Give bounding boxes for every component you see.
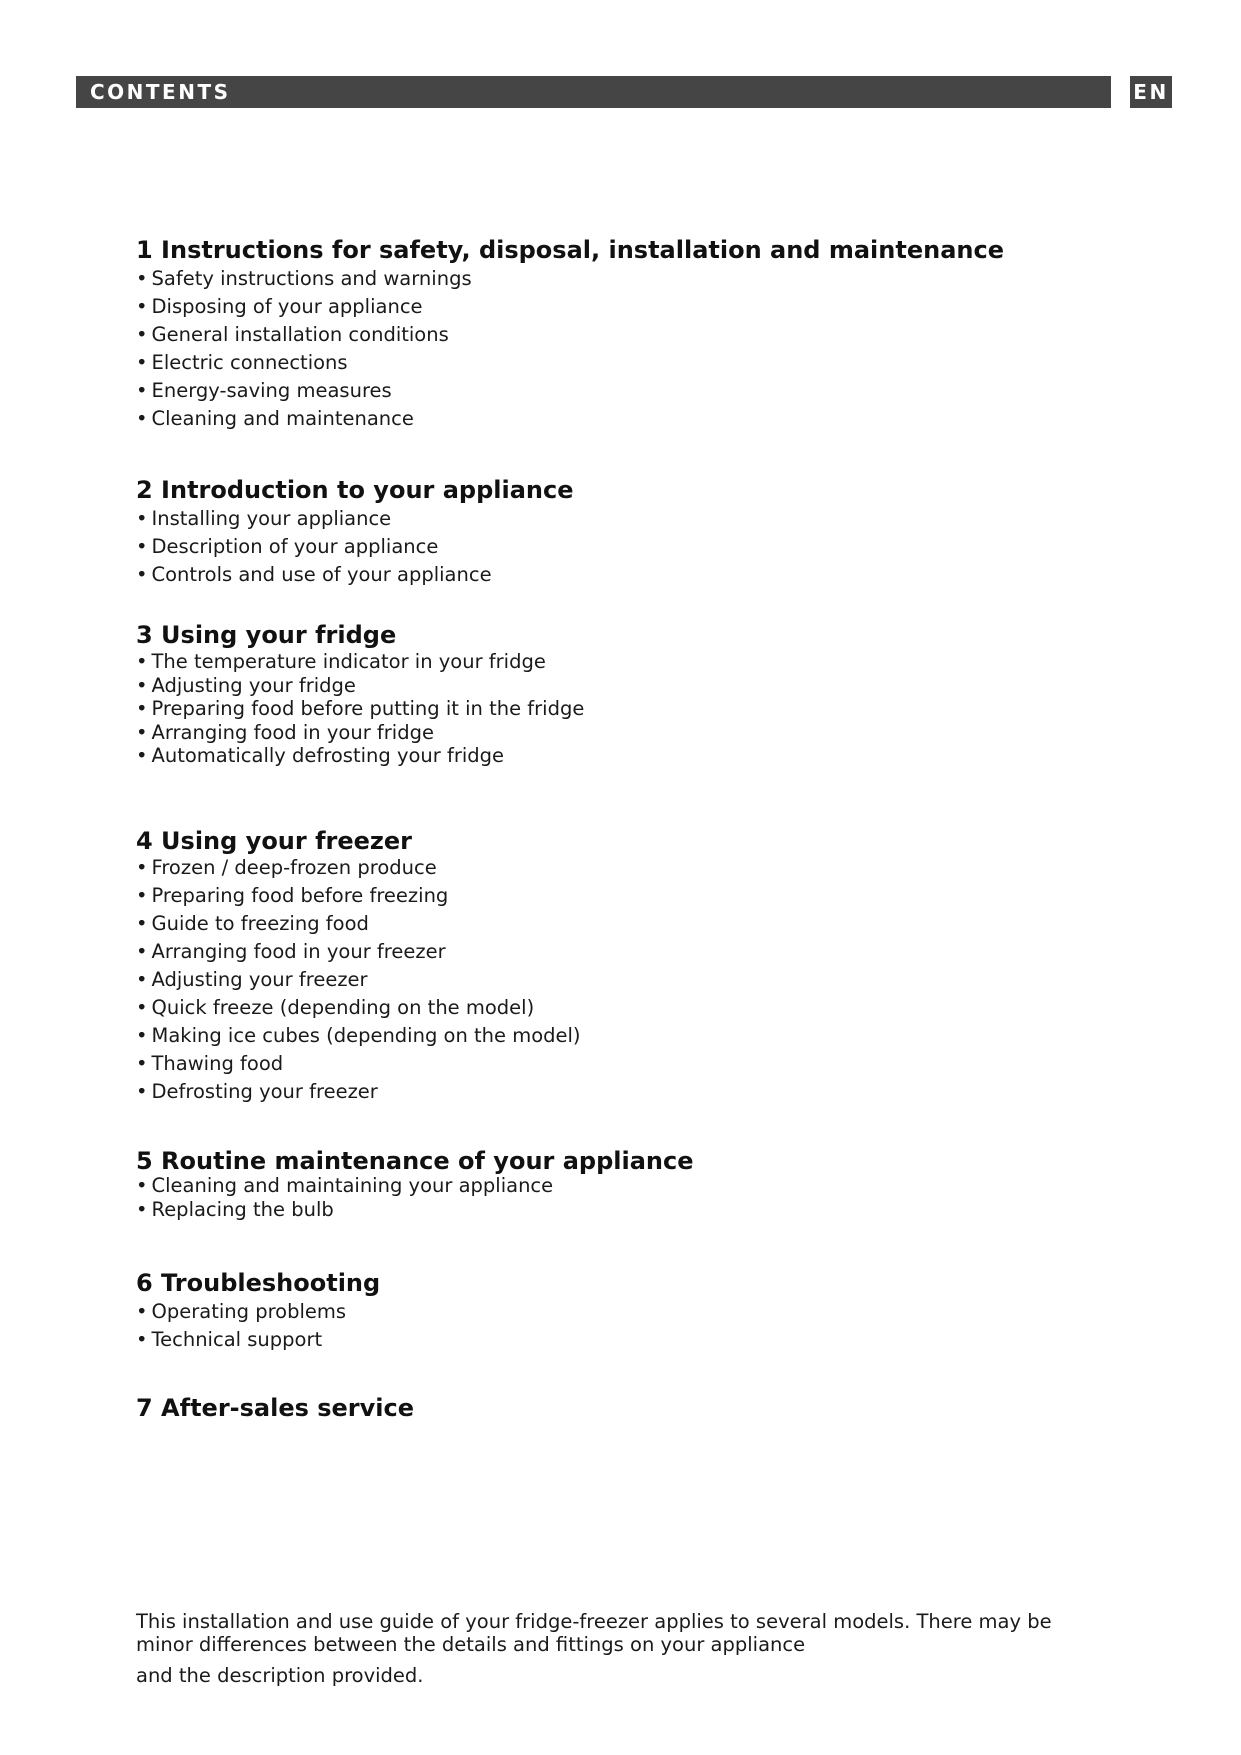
list-item: • General installation conditions: [136, 321, 1004, 349]
list-item: • Arranging food in your fridge: [136, 721, 584, 745]
section-title: 5 Routine maintenance of your appliance: [136, 1147, 694, 1175]
list-item: • Automatically defrosting your fridge: [136, 744, 584, 768]
section-items: [136, 505, 574, 589]
list-item: • Safety instructions and warnings: [136, 265, 1004, 293]
toc-section-5: [136, 1148, 694, 1221]
list-item: • Defrosting your freezer: [136, 1078, 581, 1106]
section-title: 2 Introduction to your appliance: [136, 476, 574, 504]
toc-section-7: [136, 1393, 414, 1423]
list-item: • Frozen / deep-frozen produce: [136, 854, 581, 882]
list-item: • Preparing food before putting it in the fridge: [136, 697, 584, 721]
section-title: 4 Using your freezer: [136, 827, 412, 855]
section-items: [136, 854, 581, 1106]
toc-section-4: [136, 828, 581, 1106]
list-item: • Making ice cubes (depending on the model): [136, 1022, 581, 1050]
section-title: 1 Instructions for safety, disposal, installation and maintenance: [136, 236, 1004, 264]
list-item: • Energy-saving measures: [136, 377, 1004, 405]
list-item: • Electric connections: [136, 349, 1004, 377]
list-item: • Operating problems: [136, 1298, 380, 1326]
section-title: 3 Using your fridge: [136, 621, 397, 649]
section-items: [136, 265, 1004, 433]
list-item: • Adjusting your freezer: [136, 966, 581, 994]
list-item: • Controls and use of your appliance: [136, 561, 574, 589]
footer-note-line-2: and the description provided.: [136, 1664, 424, 1687]
list-item: • Quick freeze (depending on the model): [136, 994, 581, 1022]
list-item: • Cleaning and maintaining your appliance: [136, 1174, 694, 1198]
list-item: • The temperature indicator in your fridge: [136, 650, 584, 674]
section-items: [136, 650, 584, 768]
list-item: • Guide to freezing food: [136, 910, 581, 938]
section-title: 6 Troubleshooting: [136, 1269, 381, 1297]
toc-section-3: [136, 620, 584, 768]
language-badge: EN: [1130, 76, 1172, 108]
list-item: • Description of your appliance: [136, 533, 574, 561]
contents-header-bar: [76, 76, 1111, 108]
section-items: [136, 1298, 380, 1354]
footer-note: [136, 1610, 1096, 1687]
section-title: 7 After-sales service: [136, 1394, 415, 1422]
list-item: • Cleaning and maintenance: [136, 405, 1004, 433]
list-item: • Installing your appliance: [136, 505, 574, 533]
toc-section-6: [136, 1268, 380, 1354]
list-item: • Thawing food: [136, 1050, 581, 1078]
list-item: • Disposing of your appliance: [136, 293, 1004, 321]
footer-note-line-1: This installation and use guide of your fridge-freezer applies to several models. There may be minor differences between the details and fittings on your appliance: [136, 1610, 1052, 1656]
list-item: • Preparing food before freezing: [136, 882, 581, 910]
list-item: • Adjusting your fridge: [136, 674, 584, 698]
section-items: [136, 1174, 694, 1221]
list-item: • Replacing the bulb: [136, 1198, 694, 1222]
list-item: • Arranging food in your freezer: [136, 938, 581, 966]
toc-section-2: [136, 475, 574, 589]
contents-title: CONTENTS: [90, 80, 231, 104]
toc-section-1: [136, 235, 1004, 433]
list-item: • Technical support: [136, 1326, 380, 1354]
